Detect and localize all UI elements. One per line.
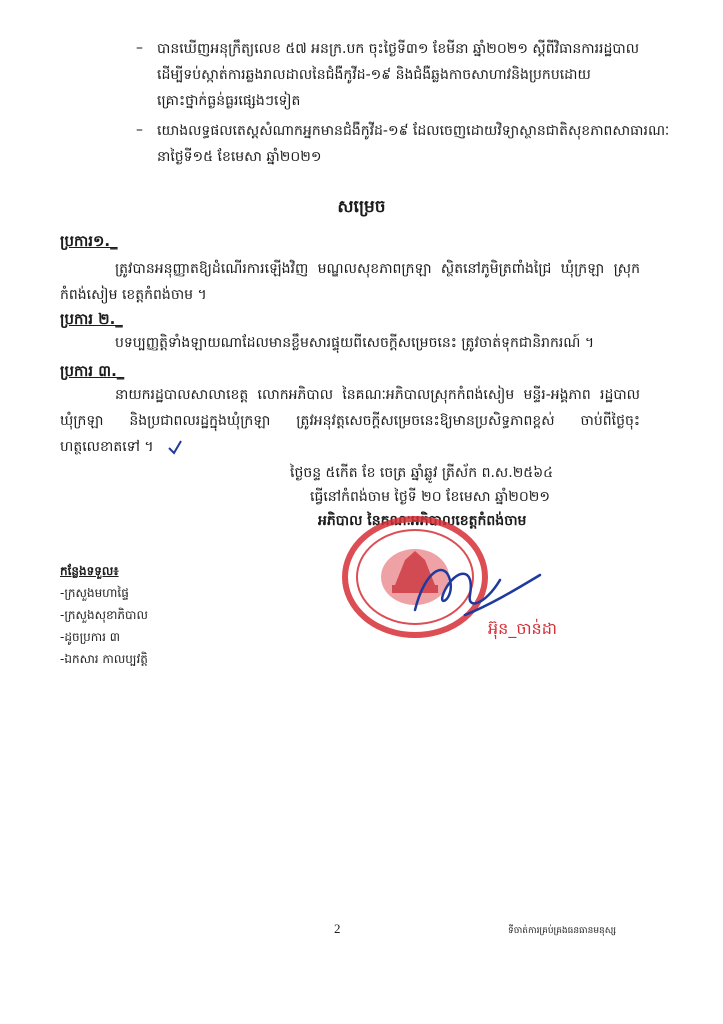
signatory-title: អភិបាល នៃគណៈអភិបាលខេត្តកំពង់ចាម [318, 513, 527, 529]
article-1-label: ប្រការ១._ [60, 232, 118, 250]
reference-dash: – [136, 40, 143, 56]
signer-name: អ៊ុន_ចាន់ដា [488, 619, 557, 638]
article-3-line-1: នាយករដ្ឋបាលសាលាខេត្ត លោកអភិបាល នៃគណៈអភិបាលស្រុកកំពង់សៀម មន្ទីរ-អង្គភាព រដ្ឋបាល [115, 387, 640, 403]
article-1-line-2: កំពង់សៀម ខេត្តកំពង់ចាម ។ [60, 287, 207, 303]
recipient-item: -ក្រសួងសុខាភិបាល [60, 608, 148, 622]
reference-1-line-1: បានឃើញអនុក្រឹត្យលេខ ៥៧ អនក្រ.បក ចុះថ្ងៃទី៣១ ខែមីនា ឆ្នាំ២០២១ ស្តីពីវិធានការរដ្ឋបាល [157, 41, 640, 57]
article-2-label: ប្រការ ២._ [60, 310, 123, 328]
recipient-item: -ក្រសួងមហាផ្ទៃ [60, 586, 129, 600]
reference-2-line-2: នាថ្ងៃទី១៥ ខែមេសា ឆ្នាំ២០២១ [157, 149, 322, 165]
recipient-item: -ឯកសារ កាលប្បវត្តិ [60, 652, 148, 666]
recipient-item: -ដូចប្រការ ៣ [60, 630, 121, 644]
reference-dash: – [136, 122, 143, 138]
article-3-line-3: ហត្ថលេខាតទៅ ។ [60, 439, 154, 455]
article-1-line-1: ត្រូវបានអនុញ្ញាតឱ្យដំណើរការឡើងវិញ មណ្ឌលសុខភាពក្រឡា ស្ថិតនៅភូមិត្រពាំងជ្រៃ ឃុំក្រឡា ស្រុក [115, 261, 640, 277]
page-number: 2 [334, 921, 341, 936]
decision-heading: សម្រេច [337, 197, 386, 217]
lunar-date-line: ថ្ងៃចន្ទ ៥កើត ខែ ចេត្រ ឆ្នាំឆ្លូវ ត្រីស័ក ព.ស.២៥៦៤ [290, 465, 554, 481]
reference-1-line-3: គ្រោះថ្នាក់ធ្ងន់ធ្ងរផ្សេងៗទៀត [157, 93, 301, 109]
recipients-heading: កន្លែងទទួល៖ [60, 564, 119, 578]
reference-1-line-2: ដើម្បីទប់ស្កាត់ការឆ្លងរាលដាលនៃជំងឺកូវីដ-១៩ និងជំងឺឆ្លងកាចសាហាវនិងប្រកបដោយ [157, 67, 591, 83]
place-date-line: ធ្វើនៅកំពង់ចាម ថ្ងៃទី ២០ ខែមេសា ឆ្នាំ២០២១ [310, 489, 550, 505]
article-3-line-2: ឃុំក្រឡា និងប្រជាពលរដ្ឋក្នុងឃុំក្រឡា ត្រូវអនុវត្តសេចក្តីសម្រេចនេះឱ្យមានប្រសិទ្ធភាពខ្ពស់ ចាប់ពីថ្ងៃចុះ [60, 413, 640, 429]
initial-mark-icon [166, 438, 184, 456]
reference-2-line-1: យោងលទ្ធផលតេស្តសំណាកអ្នកមានជំងឺកូវីដ-១៩ ដែលចេញដោយវិទ្យាស្ថានជាតិសុខភាពសាធារណៈ [157, 123, 670, 139]
article-3-label: ប្រការ ៣._ [60, 362, 125, 380]
footer-note: ទីចាត់ការគ្រប់គ្រងធនធានមនុស្ស [508, 926, 617, 936]
article-2-line-1: បទប្បញ្ញត្តិទាំងឡាយណាដែលមានខ្លឹមសារផ្ទុយពីសេចក្តីសម្រេចនេះ ត្រូវចាត់ទុកជានិរាករណ៍ ។ [115, 335, 595, 351]
